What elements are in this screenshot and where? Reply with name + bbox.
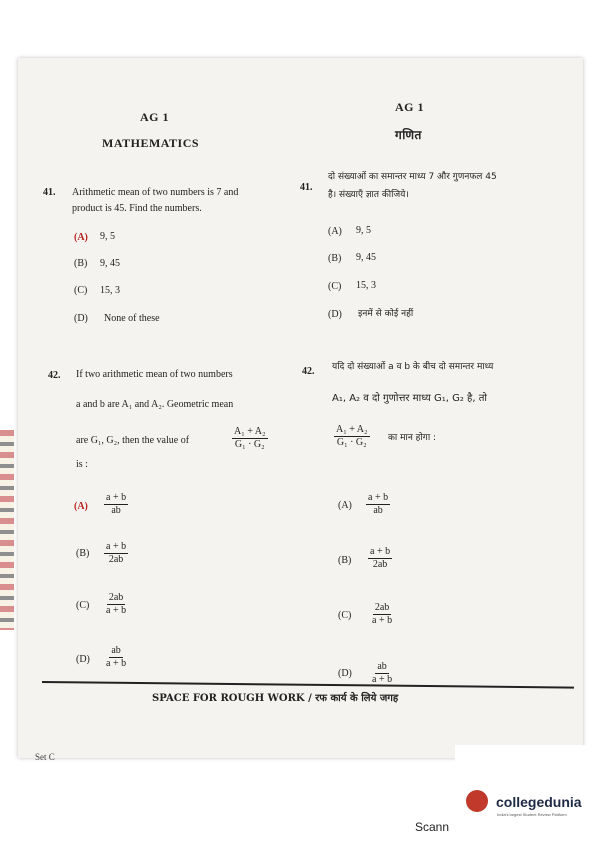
- numerator: a + b: [370, 546, 391, 557]
- numerator: ab: [377, 661, 387, 672]
- numerator: 2ab: [374, 602, 390, 613]
- q42-hi-opt-d-label: (D): [338, 668, 352, 679]
- q41-opt-b-text: 9, 45: [100, 258, 120, 269]
- numerator: a + b: [368, 492, 389, 503]
- denominator: 2ab: [372, 559, 388, 570]
- q42-opt-a-label: (A): [74, 501, 88, 512]
- q41-hi-opt-b-text: 9, 45: [356, 252, 376, 263]
- q41-hi-opt-c-label: (C): [328, 281, 342, 292]
- q42-hi-opt-c-label: (C): [338, 610, 352, 621]
- set-label: Set C: [35, 752, 55, 762]
- numerator: 2ab: [108, 592, 124, 603]
- numerator: ab: [111, 645, 121, 656]
- q42-opt-c-label: (C): [76, 600, 90, 611]
- numerator: a + b: [106, 541, 127, 552]
- expression-denominator: G₁ · G₂: [234, 439, 265, 450]
- q42-hi-opt-b-label: (B): [338, 555, 352, 566]
- q42-opt-b-label: (B): [76, 548, 90, 559]
- denominator: a + b: [372, 615, 393, 626]
- q42-opt-d-label: (D): [76, 654, 90, 665]
- scanner-text: Scann: [415, 820, 450, 834]
- q42-hi-number: 42.: [302, 366, 315, 377]
- q42-opt-b-fraction: [104, 541, 128, 566]
- q42-text-line2: a and b are A₁ and A₂. Geometric mean: [76, 399, 234, 410]
- q41-opt-d-text: None of these: [104, 313, 160, 324]
- q42-text-line3: are G₁, G₂, then the value of: [76, 435, 190, 446]
- numerator: a + b: [106, 492, 127, 503]
- q41-opt-c-text: 15, 3: [100, 285, 120, 296]
- q42-hi-line2: A₁, A₂ व दो गुणोत्तर माध्य G₁, G₂ है, तो: [332, 393, 487, 404]
- q41-hi-line2: है। संख्याएँ ज्ञात कीजिये।: [328, 190, 409, 200]
- q42-hi-line3: का मान होगा :: [388, 433, 437, 443]
- q42-number: 42.: [48, 370, 61, 381]
- q42-expression: [232, 426, 268, 451]
- left-code: AG 1: [140, 110, 169, 124]
- expression-numerator: A₁ + A₂: [336, 424, 368, 435]
- q42-hi-opt-a-label: (A): [338, 500, 352, 511]
- binding-strip: [0, 430, 14, 630]
- q42-opt-d-fraction: [104, 645, 128, 670]
- q42-hi-opt-b-fraction: [368, 546, 392, 571]
- q41-text-line1: Arithmetic mean of two numbers is 7 and: [72, 187, 239, 198]
- collegedunia-logo-icon: [466, 790, 488, 812]
- q41-opt-a-text: 9, 5: [100, 231, 115, 242]
- q41-opt-d-label: (D): [74, 313, 88, 324]
- q41-hi-opt-b-label: (B): [328, 253, 342, 264]
- q42-opt-c-fraction: [104, 592, 128, 617]
- expression-denominator: G₁ · G₂: [336, 437, 367, 448]
- rough-work-label: SPACE FOR ROUGH WORK / रफ कार्य के लिये जगह: [152, 693, 399, 704]
- right-code: AG 1: [395, 100, 424, 114]
- q41-hi-line1: दो संख्याओं का समान्तर माध्य 7 और गुणनफल 45: [328, 172, 497, 182]
- q41-opt-a-label: (A): [74, 232, 88, 243]
- denominator: a + b: [106, 605, 127, 616]
- q42-text-line4: is :: [76, 459, 88, 470]
- q42-hi-opt-c-fraction: [370, 602, 394, 627]
- q42-hi-expression: [334, 424, 370, 449]
- denominator: ab: [373, 505, 383, 516]
- q42-hi-opt-a-fraction: [366, 492, 390, 517]
- q42-hi-line1: यदि दो संख्याओं a व b के बीच दो समान्तर माध्य: [332, 362, 494, 372]
- q42-opt-a-fraction: [104, 492, 128, 517]
- q41-hi-opt-a-text: 9, 5: [356, 225, 371, 236]
- right-subject: गणित: [395, 128, 422, 142]
- brand-name: collegedunia: [496, 794, 582, 810]
- denominator: a + b: [106, 658, 127, 669]
- q41-text-line2: product is 45. Find the numbers.: [72, 203, 202, 214]
- q41-hi-opt-a-label: (A): [328, 226, 342, 237]
- brand-tagline: India's largest Student Review Platform: [497, 812, 567, 817]
- left-subject: MATHEMATICS: [102, 136, 200, 150]
- q41-opt-b-label: (B): [74, 258, 88, 269]
- q41-opt-c-label: (C): [74, 285, 88, 296]
- q42-hi-opt-d-fraction: [370, 661, 394, 686]
- q42-text-line1: If two arithmetic mean of two numbers: [76, 369, 233, 380]
- q41-number: 41.: [43, 187, 56, 198]
- denominator: 2ab: [108, 554, 124, 565]
- denominator: a + b: [372, 674, 393, 685]
- denominator: ab: [111, 505, 121, 516]
- q41-hi-opt-d-label: (D): [328, 309, 342, 320]
- q41-hi-number: 41.: [300, 182, 313, 193]
- q41-hi-opt-d-text: इनमें से कोई नहीं: [358, 309, 414, 319]
- q41-hi-opt-c-text: 15, 3: [356, 280, 376, 291]
- expression-numerator: A₁ + A₂: [234, 426, 266, 437]
